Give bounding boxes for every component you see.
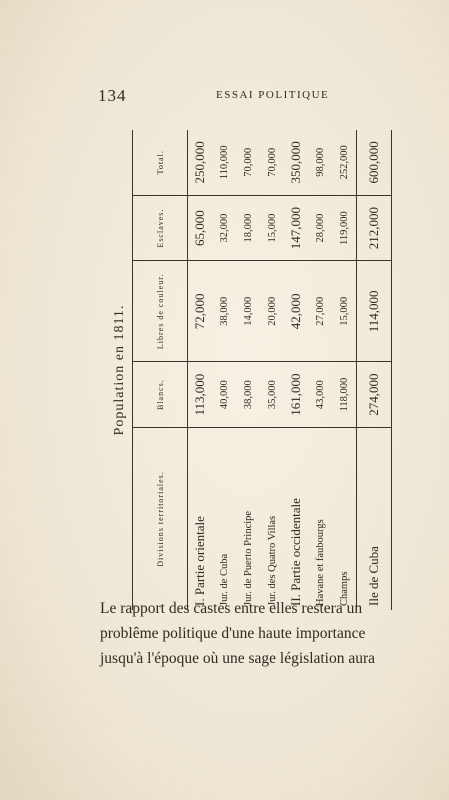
cell-total: 600,000 [357,130,392,195]
cell-total: 98,000 [308,130,332,195]
cell-libres: 15,000 [332,261,357,362]
cell-esclaves: 147,000 [284,195,308,261]
rotated-table [108,130,381,610]
table-row [236,130,260,610]
page-number: 134 [98,86,127,105]
table-row [212,130,236,610]
cell-blancs: 113,000 [188,362,213,428]
cell-total: 110,000 [212,130,236,195]
cell-blancs: 274,000 [357,362,392,428]
row-name: Jur. des Quatro Villas [266,515,278,606]
cell-libres: 38,000 [212,261,236,362]
cell-blancs: 43,000 [308,362,332,428]
table-row [284,130,308,610]
cell-libres: 14,000 [236,261,260,362]
cell-blancs: 35,000 [260,362,284,428]
row-name: I. Partie orientale [192,516,207,606]
cell-esclaves: 18,000 [236,195,260,261]
population-table [132,130,392,610]
row-name: II. Partie occidentale [288,498,303,606]
cell-esclaves: 32,000 [212,195,236,261]
table-row [357,130,392,610]
cell-libres: 72,000 [188,261,213,362]
table-header-row [133,130,188,610]
cell-esclaves: 15,000 [260,195,284,261]
row-name: Jur. de Puerto Principe [242,510,254,606]
cell-total: 252,000 [332,130,357,195]
body-paragraph [100,596,400,671]
cell-libres: 20,000 [260,261,284,362]
cell-esclaves: 28,000 [308,195,332,261]
row-name: Jur. de Cuba [218,553,230,606]
cell-blancs: 118,000 [332,362,357,428]
cell-esclaves: 65,000 [188,195,213,261]
cell-blancs: 38,000 [236,362,260,428]
table-row [332,130,357,610]
cell-blancs: 161,000 [284,362,308,428]
table-row [188,130,213,610]
page-header [98,86,398,108]
table-row [260,130,284,610]
table-body [188,130,392,610]
table-title: Population en 1811. [112,304,127,436]
table-row [308,130,332,610]
population-table-area [98,120,388,620]
column-header-libres: Libres de couleur. [133,261,188,362]
row-name: Havane et faubourgs [314,519,326,606]
column-header-blancs: Blancs. [133,362,188,428]
row-name: Ile de Cuba [357,428,392,611]
running-head: ESSAI POLITIQUE [216,89,330,101]
body-line: problême politique d'une haute importance [100,625,366,642]
cell-total: 350,000 [284,130,308,195]
row-name: Champs [338,571,350,606]
cell-total: 70,000 [260,130,284,195]
body-line: Le rapport des castes entre elles restera un [100,600,363,617]
cell-libres: 27,000 [308,261,332,362]
column-header-esclaves: Esclaves. [133,195,188,261]
cell-blancs: 40,000 [212,362,236,428]
cell-total: 250,000 [188,130,213,195]
cell-esclaves: 212,000 [357,195,392,261]
cell-total: 70,000 [236,130,260,195]
cell-libres: 114,000 [357,261,392,362]
column-header-total: Total. [133,130,188,195]
cell-libres: 42,000 [284,261,308,362]
column-header-divisions: Divisions territoriales. [133,428,188,611]
cell-esclaves: 119,000 [332,195,357,261]
body-line: jusqu'à l'époque où une sage législation aura [100,650,376,667]
